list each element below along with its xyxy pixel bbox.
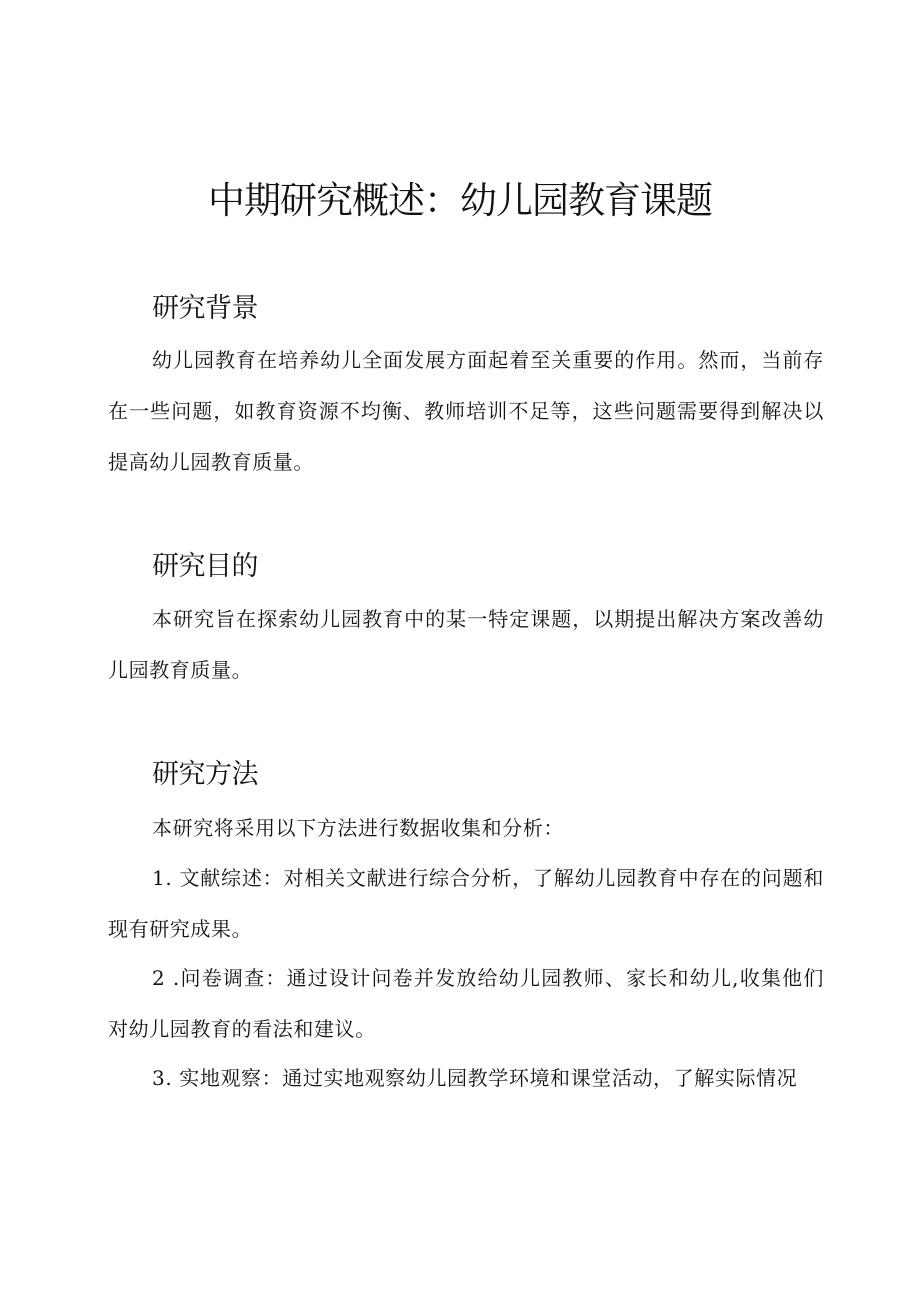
list-item-questionnaire: 2 .问卷调查：通过设计问卷并发放给幼儿园教师、家长和幼儿,收集他们对幼儿园教育的看法和建议。: [108, 966, 824, 1041]
paragraph-purpose: 本研究旨在探索幼儿园教育中的某一特定课题，以期提出解决方案改善幼儿园教育质量。: [108, 607, 824, 682]
page-title: 中期研究概述：幼儿园教育课题: [208, 179, 712, 222]
section-heading-methods: 研究方法: [152, 759, 258, 790]
list-item-literature-review: 1. 文献综述：对相关文献进行综合分析，了解幼儿园教育中存在的问题和现有研究成果。: [108, 866, 824, 941]
section-heading-background: 研究背景: [152, 293, 258, 324]
section-heading-purpose: 研究目的: [152, 551, 258, 582]
paragraph-methods-intro: 本研究将采用以下方法进行数据收集和分析：: [152, 816, 564, 840]
list-item-field-observation: 3. 实地观察：通过实地观察幼儿园教学环境和课堂活动，了解实际情况: [152, 1066, 798, 1090]
paragraph-background: 幼儿园教育在培养幼儿全面发展方面起着至关重要的作用。然而，当前存在一些问题，如教育资源不均衡、教师培训不足等，这些问题需要得到解决以提高幼儿园教育质量。: [108, 348, 824, 474]
